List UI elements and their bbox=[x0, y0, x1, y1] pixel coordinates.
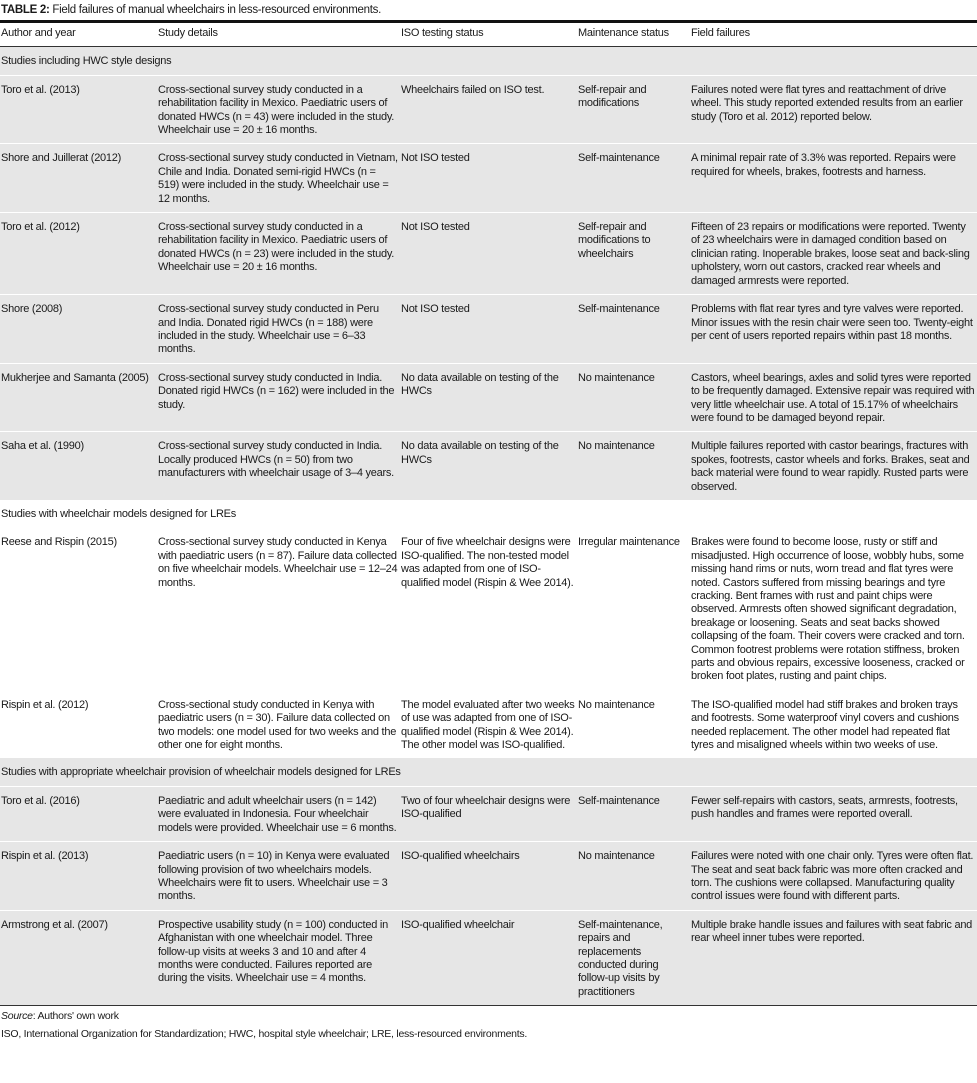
cell-field-failures: The ISO-qualified model had stiff brakes and broken trays and footrests. Some waterproof vinyl covers and cushions needed replacement. The other model had repeated flat tyres and misaligned wheels within two weeks of use. bbox=[690, 690, 977, 758]
cell-study-details: Cross-sectional study conducted in Kenya with paediatric users (n = 30). Failure data collected on two models: one model used for two weeks and the other one for eight months. bbox=[157, 690, 400, 758]
footer-source-row bbox=[0, 1006, 977, 1025]
caption-label: TABLE 2: bbox=[1, 4, 50, 16]
cell-iso-status: Not ISO tested bbox=[400, 144, 577, 213]
cell-maintenance: Self-repair and modifications to wheelchairs bbox=[577, 213, 690, 295]
cell-maintenance: No maintenance bbox=[577, 363, 690, 432]
cell-author: Mukherjee and Samanta (2005) bbox=[0, 363, 157, 432]
cell-study-details: Paediatric users (n = 10) in Kenya were evaluated following provision of two wheelchairs models. Wheelchairs were fit to users. Wheelchair use = 3 months. bbox=[157, 842, 400, 911]
cell-author: Rispin et al. (2013) bbox=[0, 842, 157, 911]
cell-maintenance: No maintenance bbox=[577, 842, 690, 911]
cell-author: Armstrong et al. (2007) bbox=[0, 910, 157, 1005]
cell-study-details: Cross-sectional survey study conducted in a rehabilitation facility in Mexico. Paediatric users of donated HWCs (n = 23) were included in the study. Wheelchair use = 20 ± 16 months. bbox=[157, 213, 400, 295]
section-header-row bbox=[0, 758, 977, 786]
cell-field-failures: Multiple brake handle issues and failures with seat fabric and rear wheel inner tubes were reported. bbox=[690, 910, 977, 1005]
cell-author: Reese and Rispin (2015) bbox=[0, 528, 157, 690]
col-header-study: Study details bbox=[158, 27, 218, 39]
table-row bbox=[0, 295, 977, 364]
cell-study-details: Paediatric and adult wheelchair users (n = 142) were evaluated in Indonesia. Four wheelchair models were provided. Wheelchair use = 6 months. bbox=[157, 786, 400, 841]
table-row bbox=[0, 690, 977, 758]
table-row bbox=[0, 910, 977, 1005]
caption-text: Field failures of manual wheelchairs in less-resourced environments. bbox=[49, 4, 381, 16]
cell-study-details: Cross-sectional survey study conducted in Vietnam, Chile and India. Donated semi-rigid HWCs (n = 519) were included in the study. Wheelchair use = 12 months. bbox=[157, 144, 400, 213]
cell-field-failures: Failures noted were flat tyres and reattachment of drive wheel. This study reported extended results from an earlier study (Toro et al. 2012) reported below. bbox=[690, 75, 977, 144]
cell-author: Shore (2008) bbox=[0, 295, 157, 364]
footer-abbreviations: ISO, International Organization for Standardization; HWC, hospital style wheelchair; LRE, less-resourced environments. bbox=[1, 1028, 528, 1041]
col-header-maintenance: Maintenance status bbox=[578, 27, 669, 39]
cell-study-details: Cross-sectional survey study conducted in Kenya with paediatric users (n = 87). Failure data collected on five wheelchair models. Wheelchair use = 12–24 months. bbox=[157, 528, 400, 690]
cell-iso-status: No data available on testing of the HWCs bbox=[400, 432, 577, 500]
cell-iso-status: Two of four wheelchair designs were ISO-qualified bbox=[400, 786, 577, 841]
cell-maintenance: Irregular maintenance bbox=[577, 528, 690, 690]
cell-study-details: Prospective usability study (n = 100) conducted in Afghanistan with one wheelchair model. Three follow-up visits at weeks 3 and 10 and after 4 months were conducted. Failures reported are during the visits. Wheelchair use = 4 months. bbox=[157, 910, 400, 1005]
section-header-row bbox=[0, 500, 977, 528]
cell-author: Rispin et al. (2012) bbox=[0, 690, 157, 758]
table-caption bbox=[0, 0, 977, 19]
cell-field-failures: Fewer self-repairs with castors, seats, armrests, footrests, push handles and frames were reported overall. bbox=[690, 786, 977, 841]
cell-author: Shore and Juillerat (2012) bbox=[0, 144, 157, 213]
table-row bbox=[0, 842, 977, 911]
cell-iso-status: The model evaluated after two weeks of use was adapted from one of ISO-qualified model (Rispin & Wee 2014). The other model was ISO-qualified. bbox=[400, 690, 577, 758]
table-row bbox=[0, 75, 977, 144]
table-row bbox=[0, 528, 977, 690]
header-row bbox=[0, 23, 977, 47]
cell-maintenance: Self-repair and modifications bbox=[577, 75, 690, 144]
cell-author: Saha et al. (1990) bbox=[0, 432, 157, 500]
col-header-iso: ISO testing status bbox=[401, 27, 484, 39]
col-header-failures: Field failures bbox=[691, 27, 750, 39]
cell-iso-status: ISO-qualified wheelchair bbox=[400, 910, 577, 1005]
cell-field-failures: A minimal repair rate of 3.3% was reported. Repairs were required for wheels, brakes, footrests and harness. bbox=[690, 144, 977, 213]
field-failures-table bbox=[0, 23, 977, 1042]
table-row bbox=[0, 432, 977, 500]
cell-iso-status: Not ISO tested bbox=[400, 295, 577, 364]
section-header-row bbox=[0, 47, 977, 75]
footer-source bbox=[0, 1006, 977, 1025]
cell-iso-status: No data available on testing of the HWCs bbox=[400, 363, 577, 432]
cell-field-failures: Multiple failures reported with castor bearings, fractures with spokes, footrests, castor wheels and forks. Brakes, seat and back material were found to wear rapidly. Rusted parts were observed. bbox=[690, 432, 977, 500]
cell-study-details: Cross-sectional survey study conducted in India. Locally produced HWCs (n = 50) from two manufacturers with wheelchair usage of 3–4 years. bbox=[157, 432, 400, 500]
cell-iso-status: Wheelchairs failed on ISO test. bbox=[400, 75, 577, 144]
table-body bbox=[0, 47, 977, 1006]
cell-study-details: Cross-sectional survey study conducted in a rehabilitation facility in Mexico. Paediatric users of donated HWCs (n = 43) were included in the study. Wheelchair use = 20 ± 16 months. bbox=[157, 75, 400, 144]
cell-field-failures: Castors, wheel bearings, axles and solid tyres were reported to be frequently damaged. Extensive repair was required with very little wheelchair use. A total of 15.17% of wheelchairs were found to be damaged beyond repair. bbox=[690, 363, 977, 432]
cell-author: Toro et al. (2012) bbox=[0, 213, 157, 295]
table-row bbox=[0, 363, 977, 432]
cell-maintenance: No maintenance bbox=[577, 690, 690, 758]
cell-iso-status: Four of five wheelchair designs were ISO-qualified. The non-tested model was adapted from one of ISO-qualified model (Rispin & Wee 2014). bbox=[400, 528, 577, 690]
table-row bbox=[0, 213, 977, 295]
cell-maintenance: Self-maintenance bbox=[577, 144, 690, 213]
table-row bbox=[0, 144, 977, 213]
cell-maintenance: No maintenance bbox=[577, 432, 690, 500]
table-row bbox=[0, 786, 977, 841]
col-header-author: Author and year bbox=[1, 27, 76, 39]
cell-field-failures: Problems with flat rear tyres and tyre valves were reported. Minor issues with the resin chair were seen too. Twenty-eight per cent of users reported repairs within past 18 months. bbox=[690, 295, 977, 364]
section-title: Studies with wheelchair models designed for LREs bbox=[1, 507, 237, 520]
section-title: Studies with appropriate wheelchair provision of wheelchair models designed for LREs bbox=[1, 766, 401, 779]
cell-maintenance: Self-maintenance bbox=[577, 786, 690, 841]
cell-author: Toro et al. (2016) bbox=[0, 786, 157, 841]
cell-maintenance: Self-maintenance bbox=[577, 295, 690, 364]
cell-iso-status: Not ISO tested bbox=[400, 213, 577, 295]
cell-iso-status: ISO-qualified wheelchairs bbox=[400, 842, 577, 911]
footer-abbrev-row bbox=[0, 1024, 977, 1042]
cell-field-failures: Brakes were found to become loose, rusty or stiff and misadjusted. High occurrence of loose, wobbly hubs, some missing hand rims or nuts, worn tread and flat tyres were noted. Castors suffered from missing bearings and tyre cracking. Bent frames with rust and paint chips were observed. Armrests often showed significant degradation, breakage or loosening. Seats and seat backs showed collapsing of the foam. Their covers were cracked and torn. Common footrest problems were rotation stiffness, broken parts and obvious repairs, excessive looseness, cracked or broken foot plates, rusting and paint chips. bbox=[690, 528, 977, 690]
cell-study-details: Cross-sectional survey study conducted in Peru and India. Donated rigid HWCs (n = 188) were included in the study. Wheelchair use = 6–33 months. bbox=[157, 295, 400, 364]
cell-field-failures: Failures were noted with one chair only. Tyres were often flat. The seat and seat back fabric was more often cracked and torn. The cushions were collapsed. Manufacturing quality control issues were found with different parts. bbox=[690, 842, 977, 911]
cell-study-details: Cross-sectional survey study conducted in India. Donated rigid HWCs (n = 162) were included in the study. bbox=[157, 363, 400, 432]
source-text: : Authors' own work bbox=[32, 1010, 119, 1023]
section-title: Studies including HWC style designs bbox=[1, 55, 172, 68]
source-label: Source bbox=[1, 1010, 33, 1023]
cell-author: Toro et al. (2013) bbox=[0, 75, 157, 144]
cell-maintenance: Self-maintenance, repairs and replacements conducted during follow-up visits by practitioners bbox=[577, 910, 690, 1005]
cell-field-failures: Fifteen of 23 repairs or modifications were reported. Twenty of 23 wheelchairs were in damaged condition based on clinician rating. Inoperable brakes, loose seat and back-sling upholstery, worn out castors, cracked rear wheels and damaged armrests were reported. bbox=[690, 213, 977, 295]
